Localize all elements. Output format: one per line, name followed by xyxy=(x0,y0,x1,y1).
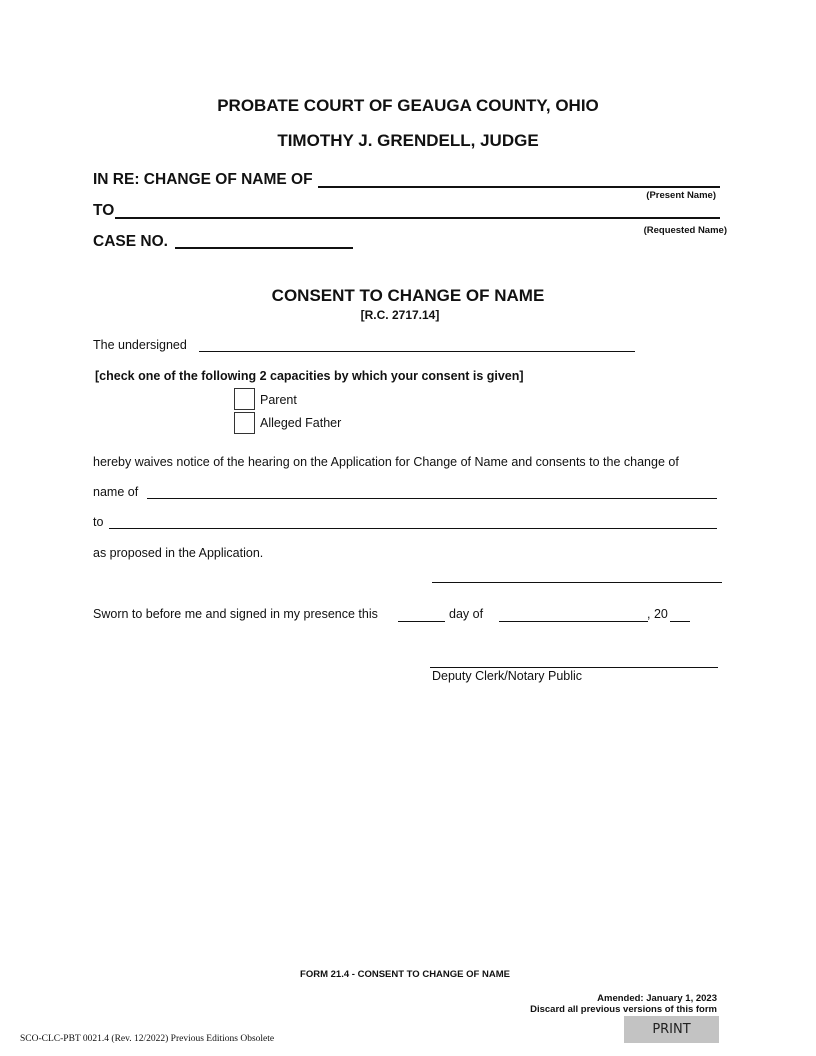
case-no-label: CASE NO. xyxy=(93,233,168,250)
form-title: CONSENT TO CHANGE OF NAME xyxy=(271,286,545,305)
sworn-text: Sworn to before me and signed in my presence this xyxy=(93,607,378,621)
day-of-label: day of xyxy=(449,607,484,621)
year-prefix: , 20 xyxy=(647,607,668,621)
day-field[interactable] xyxy=(398,621,445,622)
present-name-field[interactable] xyxy=(318,186,720,188)
form-name-footer: FORM 21.4 - CONSENT TO CHANGE OF NAME xyxy=(300,969,510,980)
court-title: PROBATE COURT OF GEAUGA COUNTY, OHIO xyxy=(217,96,599,115)
to-label: TO xyxy=(93,202,115,219)
judge-title: TIMOTHY J. GRENDELL, JUDGE xyxy=(277,131,539,150)
deputy-label: Deputy Clerk/Notary Public xyxy=(432,669,583,683)
alleged-father-label: Alleged Father xyxy=(260,416,342,430)
to-name-field[interactable] xyxy=(109,528,717,529)
year-field[interactable] xyxy=(670,621,690,622)
proposed-text: as proposed in the Application. xyxy=(93,546,264,560)
parent-label: Parent xyxy=(260,393,297,407)
requested-name-label: (Requested Name) xyxy=(643,225,727,236)
capacity-instruction: [check one of the following 2 capacities by which your consent is given] xyxy=(95,369,524,383)
print-button[interactable]: PRINT xyxy=(624,1016,719,1043)
case-no-field[interactable] xyxy=(175,247,353,249)
alleged-father-checkbox[interactable] xyxy=(234,412,255,434)
name-of-label: name of xyxy=(93,485,139,499)
present-name-label: (Present Name) xyxy=(646,190,716,201)
deputy-signature-line[interactable] xyxy=(430,667,718,668)
name-of-field[interactable] xyxy=(147,498,717,499)
undersigned-label: The undersigned xyxy=(93,338,187,352)
requested-name-field[interactable] xyxy=(115,217,720,219)
signature-line[interactable] xyxy=(432,582,722,583)
parent-checkbox[interactable] xyxy=(234,388,255,410)
in-re-label: IN RE: CHANGE OF NAME OF xyxy=(93,171,313,188)
month-field[interactable] xyxy=(499,621,648,622)
discard-notice: Discard all previous versions of this form xyxy=(530,1004,717,1015)
to-field-label: to xyxy=(93,515,104,529)
statute-reference: [R.C. 2717.14] xyxy=(360,308,440,322)
form-code: SCO-CLC-PBT 0021.4 (Rev. 12/2022) Previous Editions Obsolete xyxy=(20,1034,275,1044)
amended-date: Amended: January 1, 2023 xyxy=(597,993,717,1004)
undersigned-field[interactable] xyxy=(199,351,635,352)
waiver-text: hereby waives notice of the hearing on the Application for Change of Name and consents to the change of xyxy=(93,455,679,469)
